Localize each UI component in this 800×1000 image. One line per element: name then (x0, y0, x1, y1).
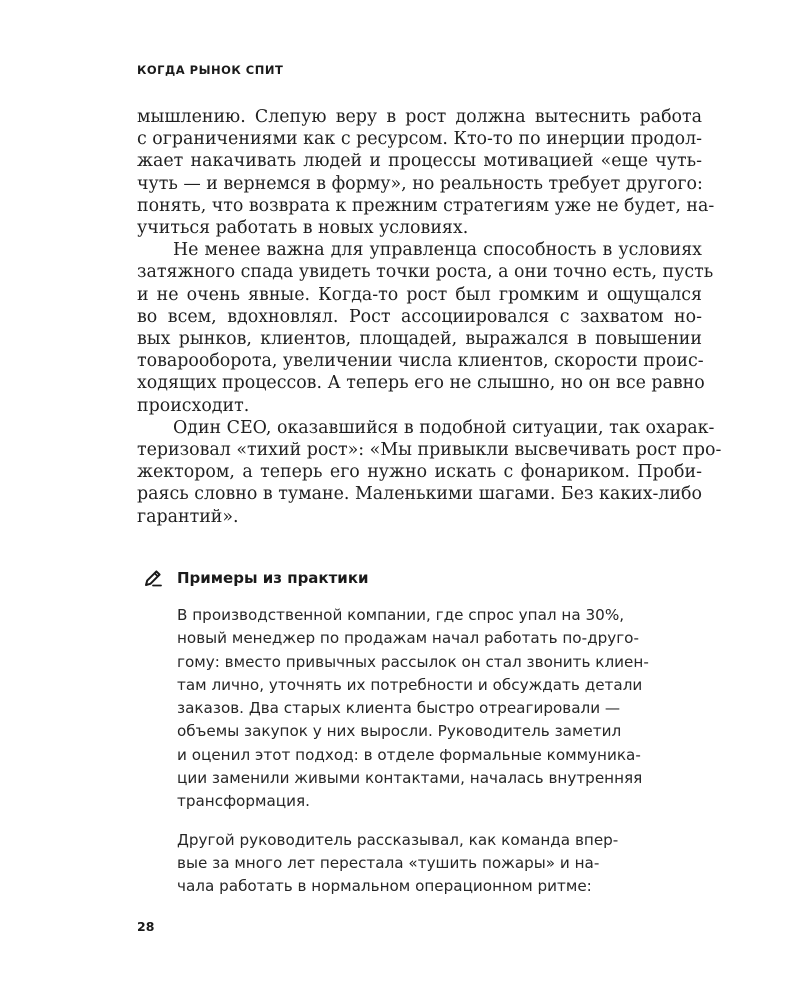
pencil-icon (143, 568, 163, 588)
text-line: вых рынков, клиентов, площадей, выражался в повышении (137, 329, 702, 350)
text-line: затяжного спада увидеть точки роста, а они точно есть, пусть (137, 262, 714, 283)
example-text-line: заказов. Два старых клиента быстро отреагировали — (177, 699, 621, 718)
text-line: гарантий». (137, 506, 239, 527)
text-line: понять, что возврата к прежним стратегиям уже не будет, на- (137, 195, 715, 216)
example-section-header (143, 568, 369, 588)
example-text-line: там лично, уточнять их потребности и обсуждать детали (177, 675, 643, 694)
example-text-line: В производственной компании, где спрос упал на 30%, (177, 606, 625, 624)
text-line: Не менее важна для управленца способность в условиях (173, 240, 702, 261)
example-text-line: вые за много лет перестала «тушить пожары» и на- (177, 853, 600, 872)
text-line: теризовал «тихий рост»: «Мы привыкли высвечивать рост про- (137, 440, 722, 461)
example-section-title: Примеры из практики (177, 569, 369, 587)
paragraph-gap (177, 814, 697, 829)
example-text-line: новый менеджер по продажам начал работать по-друго- (177, 629, 639, 648)
example-text-line: и оценил этот подход: в отделе формальные коммуника- (177, 745, 641, 764)
text-line: чуть — и вернемся в форму», но реальность требует другого: (137, 173, 703, 194)
text-line: происходит. (137, 395, 250, 416)
text-line: и не очень явные. Когда-то рост был громким и ощущался (137, 284, 702, 305)
text-line: ходящих процессов. А теперь его не слышно, но он все равно (137, 373, 705, 394)
text-line: учиться работать в новых условиях. (137, 218, 469, 239)
example-text-line: объемы закупок у них выросли. Руководитель заметил (177, 722, 622, 741)
text-line: товарооборота, увеличении числа клиентов, скорости проис- (137, 351, 704, 372)
text-line: Один CEO, оказавшийся в подобной ситуации, так охарак- (173, 417, 715, 438)
text-line: жает накачивать людей и процессы мотивацией «еще чуть- (137, 151, 702, 172)
example-text-line: Другой руководитель рассказывал, как команда впер- (177, 830, 619, 849)
text-line: во всем, вдохновлял. Рост ассоциировался с захватом но- (137, 306, 702, 327)
text-line: жектором, а теперь его нужно искать с фонариком. Проби- (137, 462, 702, 483)
example-text-line: ции заменили живыми контактами, началась внутренняя (177, 769, 643, 788)
text-line: мышлению. Слепую веру в рост должна вытеснить работа (137, 107, 702, 127)
example-text-line: гому: вместо привычных рассылок он стал звонить клиен- (177, 652, 649, 671)
example-text-line: трансформация. (177, 792, 310, 811)
text-line: с ограничениями как с ресурсом. Кто-то по инерции продол- (137, 129, 702, 150)
running-header: КОГДА РЫНОК СПИТ (137, 63, 284, 77)
example-text-line: чала работать в нормальном операционном ритме: (177, 877, 592, 896)
main-text (137, 106, 722, 528)
text-line: раясь словно в тумане. Маленькими шагами. Без каких-либо (137, 484, 702, 505)
page-number: 28 (137, 919, 155, 934)
example-body (177, 604, 697, 899)
